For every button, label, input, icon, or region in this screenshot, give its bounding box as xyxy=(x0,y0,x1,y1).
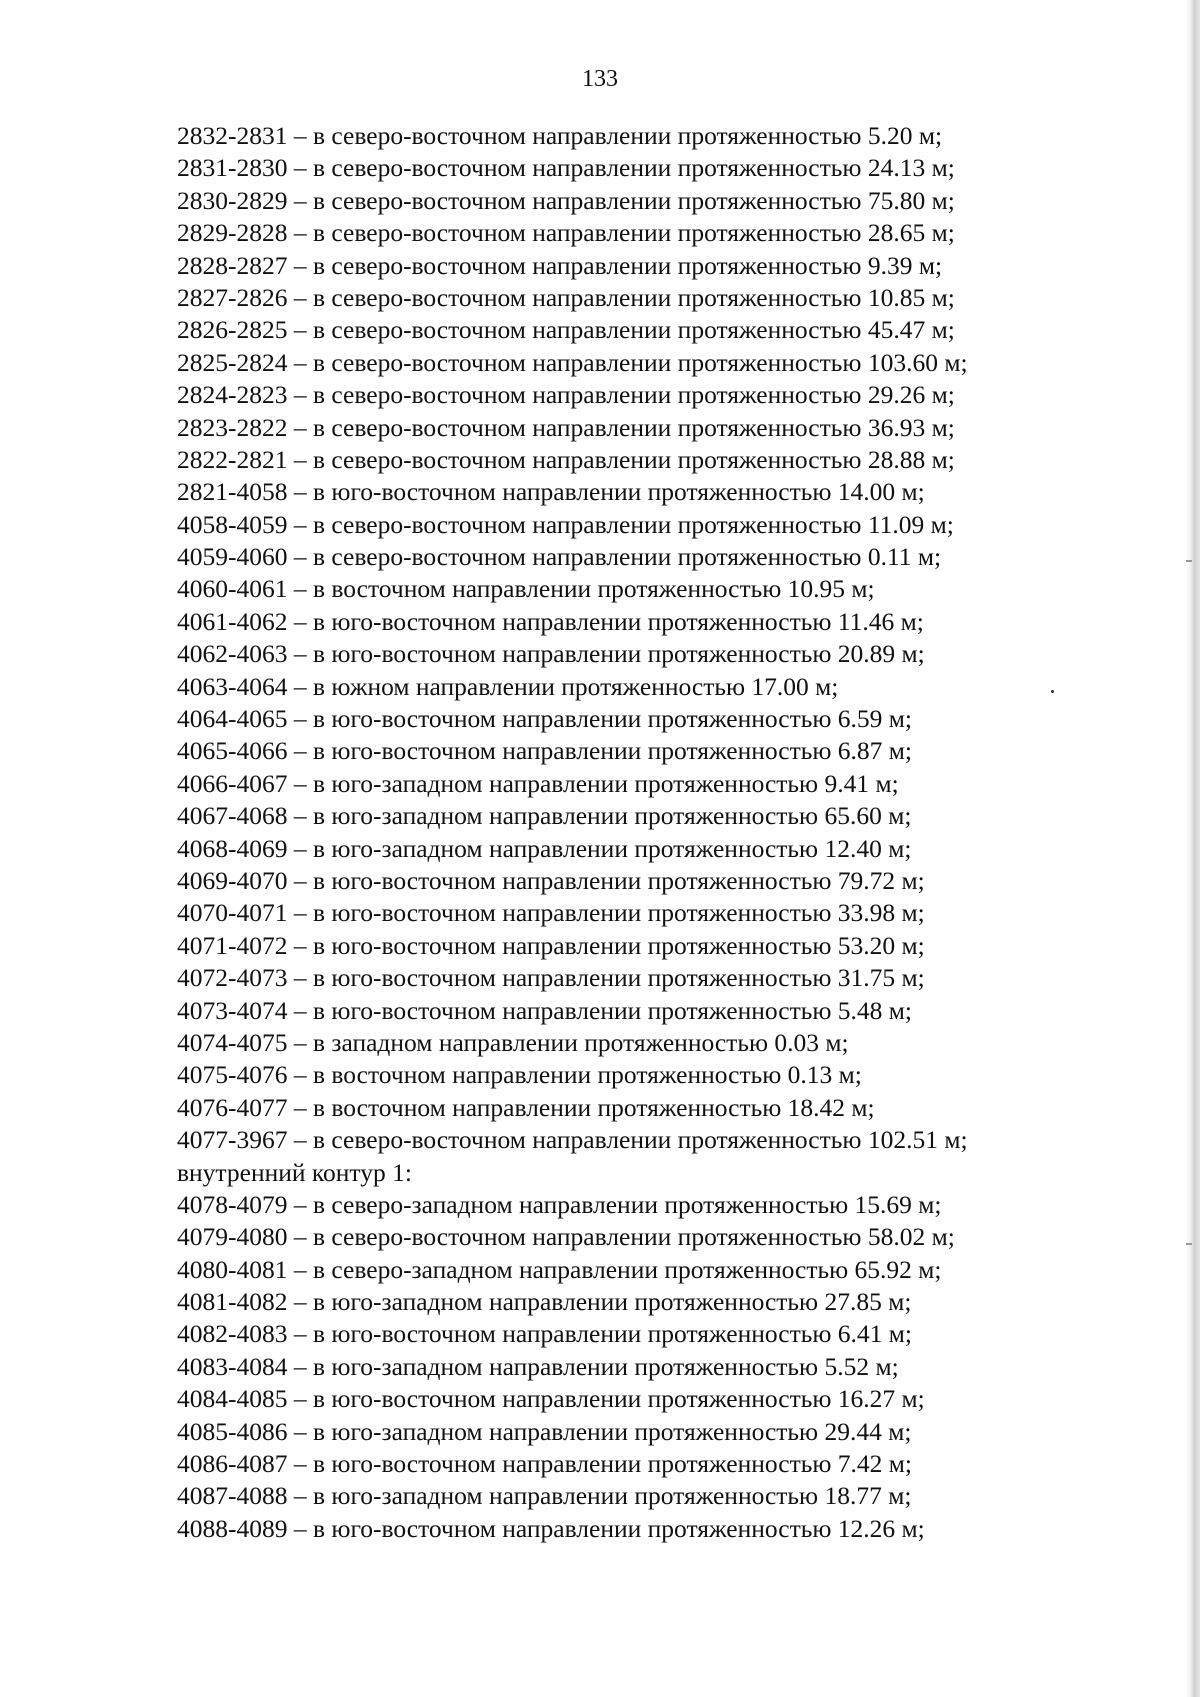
boundary-segment-line: 4075-4076 – в восточном направлении протяженностью 0.13 м; xyxy=(177,1060,862,1090)
boundary-segment-line: 2827-2826 – в северо-восточном направлении протяженностью 10.85 м; xyxy=(177,282,955,312)
boundary-segment-line: 2831-2830 – в северо-восточном направлении протяженностью 24.13 м; xyxy=(177,153,955,183)
boundary-segment-line: 4065-4066 – в юго-восточном направлении протяженностью 6.87 м; xyxy=(177,736,913,766)
boundary-segment-line: 4084-4085 – в юго-восточном направлении протяженностью 16.27 м; xyxy=(177,1384,925,1414)
boundary-segment-line: 4078-4079 – в северо-западном направлении протяженностью 15.69 м; xyxy=(177,1189,942,1219)
boundary-segment-line: 4081-4082 – в юго-западном направлении протяженностью 27.85 м; xyxy=(177,1287,912,1317)
boundary-segment-line: 4069-4070 – в юго-восточном направлении протяженностью 79.72 м; xyxy=(177,865,925,895)
boundary-segment-line: 4087-4088 – в юго-западном направлении протяженностью 18.77 м; xyxy=(177,1481,912,1511)
boundary-segment-line: 2822-2821 – в северо-восточном направлении протяженностью 28.88 м; xyxy=(177,444,955,474)
boundary-segment-line: 2826-2825 – в северо-восточном направлении протяженностью 45.47 м; xyxy=(177,315,955,345)
boundary-segment-line: 4064-4065 – в юго-восточном направлении протяженностью 6.59 м; xyxy=(177,704,913,734)
boundary-segment-line: 4080-4081 – в северо-западном направлении протяженностью 65.92 м; xyxy=(177,1254,942,1284)
boundary-segment-line: 4068-4069 – в юго-западном направлении протяженностью 12.40 м; xyxy=(177,833,912,863)
boundary-segment-line: 4082-4083 – в юго-восточном направлении протяженностью 6.41 м; xyxy=(177,1319,913,1349)
boundary-segment-line: 4086-4087 – в юго-восточном направлении протяженностью 7.42 м; xyxy=(177,1449,913,1479)
boundary-segment-line: 2823-2822 – в северо-восточном направлении протяженностью 36.93 м; xyxy=(177,412,955,442)
boundary-segment-line: 4074-4075 – в западном направлении протяженностью 0.03 м; xyxy=(177,1027,849,1057)
boundary-segment-line: внутренний контур 1: xyxy=(177,1157,412,1187)
scan-speck xyxy=(1051,690,1054,693)
boundary-segment-line: 4063-4064 – в южном направлении протяженностью 17.00 м; xyxy=(177,671,839,701)
boundary-segment-line: 2830-2829 – в северо-восточном направлении протяженностью 75.80 м; xyxy=(177,185,955,215)
boundary-segment-line: 4061-4062 – в юго-восточном направлении протяженностью 11.46 м; xyxy=(177,606,924,636)
scan-edge-mark xyxy=(1186,1243,1192,1245)
boundary-segment-line: 2829-2828 – в северо-восточном направлении протяженностью 28.65 м; xyxy=(177,218,955,248)
boundary-segment-line: 2825-2824 – в северо-восточном направлении протяженностью 103.60 м; xyxy=(177,347,968,377)
scan-edge-shadow xyxy=(1186,0,1200,1697)
boundary-segment-line: 4077-3967 – в северо-восточном направлении протяженностью 102.51 м; xyxy=(177,1125,968,1155)
boundary-segment-line: 4072-4073 – в юго-восточном направлении протяженностью 31.75 м; xyxy=(177,963,925,993)
page-number: 133 xyxy=(582,66,618,92)
boundary-segment-line: 2828-2827 – в северо-восточном направлении протяженностью 9.39 м; xyxy=(177,250,943,280)
boundary-description-list xyxy=(177,120,968,1545)
boundary-segment-line: 4071-4072 – в юго-восточном направлении протяженностью 53.20 м; xyxy=(177,930,925,960)
scan-edge-mark xyxy=(1186,560,1192,562)
boundary-segment-line: 4085-4086 – в юго-западном направлении протяженностью 29.44 м; xyxy=(177,1416,912,1446)
boundary-segment-line: 4060-4061 – в восточном направлении протяженностью 10.95 м; xyxy=(177,574,875,604)
boundary-segment-line: 4070-4071 – в юго-восточном направлении протяженностью 33.98 м; xyxy=(177,898,925,928)
boundary-segment-line: 4083-4084 – в юго-западном направлении протяженностью 5.52 м; xyxy=(177,1351,899,1381)
boundary-segment-line: 4058-4059 – в северо-восточном направлении протяженностью 11.09 м; xyxy=(177,509,954,539)
boundary-segment-line: 4088-4089 – в юго-восточном направлении протяженностью 12.26 м; xyxy=(177,1513,925,1543)
boundary-segment-line: 4066-4067 – в юго-западном направлении протяженностью 9.41 м; xyxy=(177,768,899,798)
boundary-segment-line: 4073-4074 – в юго-восточном направлении протяженностью 5.48 м; xyxy=(177,995,913,1025)
boundary-segment-line: 4079-4080 – в северо-восточном направлении протяженностью 58.02 м; xyxy=(177,1222,955,1252)
boundary-segment-line: 4059-4060 – в северо-восточном направлении протяженностью 0.11 м; xyxy=(177,542,942,572)
boundary-segment-line: 4067-4068 – в юго-западном направлении протяженностью 65.60 м; xyxy=(177,801,912,831)
boundary-segment-line: 2824-2823 – в северо-восточном направлении протяженностью 29.26 м; xyxy=(177,380,955,410)
boundary-segment-line: 4076-4077 – в восточном направлении протяженностью 18.42 м; xyxy=(177,1092,875,1122)
boundary-segment-line: 4062-4063 – в юго-восточном направлении протяженностью 20.89 м; xyxy=(177,639,925,669)
boundary-segment-line: 2832-2831 – в северо-восточном направлении протяженностью 5.20 м; xyxy=(177,121,943,150)
boundary-segment-line: 2821-4058 – в юго-восточном направлении протяженностью 14.00 м; xyxy=(177,477,925,507)
